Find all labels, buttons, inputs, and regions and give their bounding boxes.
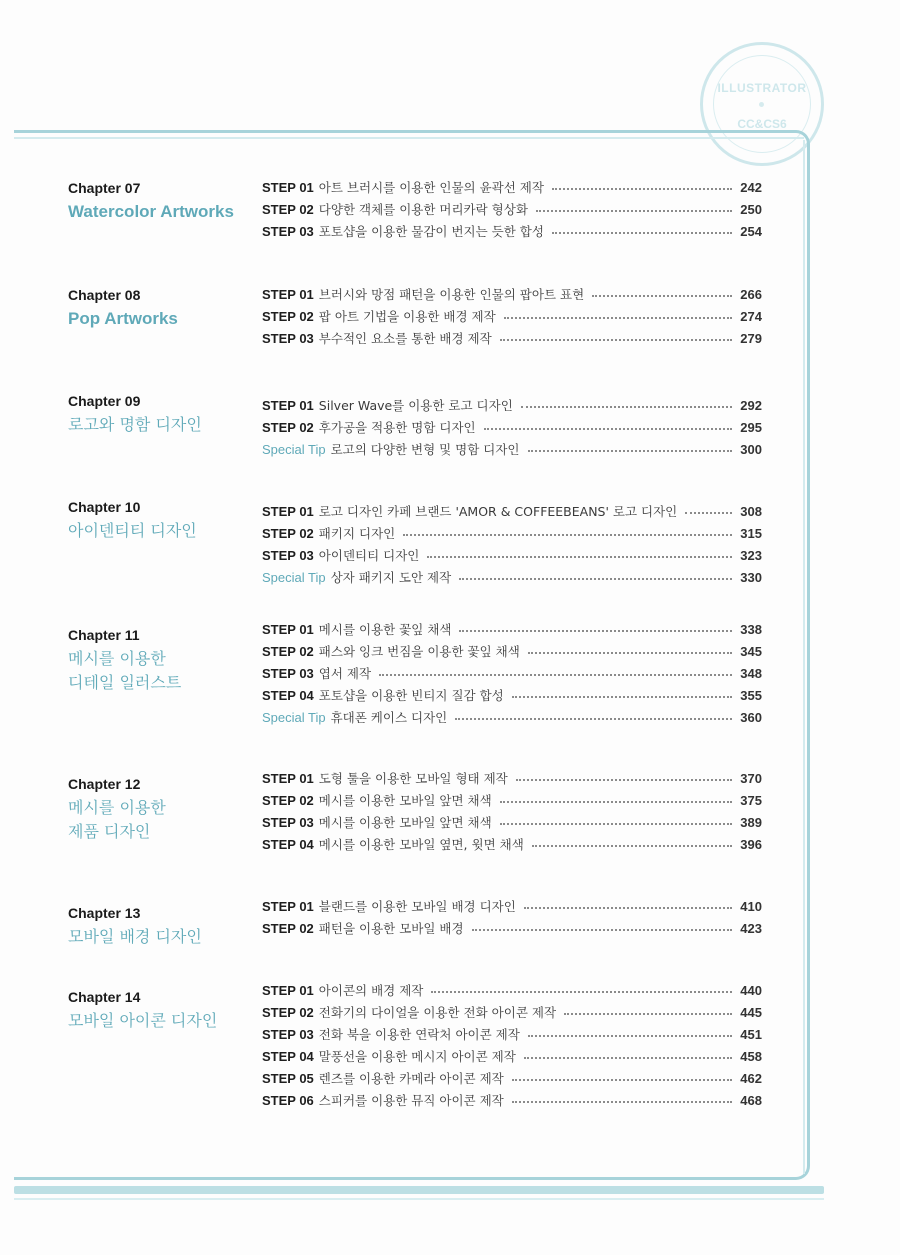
- chapter-label: Chapter 10: [68, 499, 141, 515]
- step-label: STEP 01: [262, 503, 314, 519]
- page-number: 389: [740, 814, 762, 830]
- toc-entry[interactable]: [262, 706, 762, 728]
- toc-entry[interactable]: [262, 198, 762, 220]
- leader-dots: [536, 210, 732, 212]
- toc-entry[interactable]: [262, 833, 762, 855]
- chapter-label: Chapter 12: [68, 776, 141, 792]
- page-number: 338: [740, 621, 762, 637]
- bottom-band: [14, 1186, 824, 1194]
- page-number: 396: [740, 836, 762, 852]
- step-label: STEP 02: [262, 920, 314, 936]
- entry-title: Silver Wave를 이용한 로고 디자인: [318, 398, 513, 413]
- toc-entry[interactable]: [262, 767, 762, 789]
- entry-title: 메시를 이용한 모바일 앞면 채색: [318, 815, 492, 830]
- entry-title: 패스와 잉크 번짐을 이용한 꽃잎 채색: [318, 644, 520, 659]
- page-number: 468: [740, 1092, 762, 1108]
- step-label: STEP 03: [262, 1026, 314, 1042]
- toc-entry[interactable]: [262, 500, 762, 522]
- page-number: 462: [740, 1070, 762, 1086]
- entry-title: 엽서 제작: [318, 666, 372, 681]
- chapter-title: 아이덴티티 디자인: [68, 521, 197, 540]
- leader-dots: [552, 188, 732, 190]
- step-label: STEP 01: [262, 286, 314, 302]
- step-label: STEP 04: [262, 687, 314, 703]
- entry-title: 전화기의 다이얼을 이용한 전화 아이콘 제작: [318, 1005, 557, 1020]
- step-label: STEP 02: [262, 792, 314, 808]
- bottom-band-thin: [14, 1198, 824, 1200]
- entry-title: 전화 북을 이용한 연락처 아이콘 제작: [318, 1027, 520, 1042]
- stamp-dot: [759, 102, 764, 107]
- entry-title: 렌즈를 이용한 카메라 아이콘 제작: [318, 1071, 504, 1086]
- chapter-title: 디테일 일러스트: [68, 673, 182, 692]
- step-label: STEP 05: [262, 1070, 314, 1086]
- page-number: 345: [740, 643, 762, 659]
- toc-entry[interactable]: [262, 1001, 762, 1023]
- toc-entry[interactable]: [262, 917, 762, 939]
- toc-entry[interactable]: [262, 1089, 762, 1111]
- page-number: 445: [740, 1004, 762, 1020]
- leader-dots: [484, 428, 733, 430]
- page-number: 410: [740, 898, 762, 914]
- page-number: 250: [740, 201, 762, 217]
- step-label: STEP 01: [262, 397, 314, 413]
- toc-entry[interactable]: [262, 895, 762, 917]
- entry-title: 팝 아트 기법을 이용한 배경 제작: [318, 309, 496, 324]
- toc-entry[interactable]: [262, 394, 762, 416]
- step-label: STEP 04: [262, 1048, 314, 1064]
- toc-entry[interactable]: [262, 566, 762, 588]
- leader-dots: [512, 696, 733, 698]
- page-number: 458: [740, 1048, 762, 1064]
- leader-dots: [427, 556, 732, 558]
- page-number: 266: [740, 286, 762, 302]
- leader-dots: [532, 845, 733, 847]
- chapter-label: Chapter 07: [68, 180, 141, 196]
- toc-entry[interactable]: [262, 662, 762, 684]
- leader-dots: [431, 991, 732, 993]
- stamp-text-top: ILLUSTRATOR: [717, 81, 807, 95]
- page-number: 254: [740, 223, 762, 239]
- entry-title: 로고의 다양한 변형 및 명함 디자인: [330, 442, 520, 457]
- entry-title: 포토샵을 이용한 물감이 번지는 듯한 합성: [318, 224, 544, 239]
- leader-dots: [504, 317, 733, 319]
- entry-title: 후가공을 적용한 명함 디자인: [318, 420, 476, 435]
- page-number: 330: [740, 569, 762, 585]
- special-tip-label: Special Tip: [262, 441, 326, 457]
- page-number: 308: [740, 503, 762, 519]
- leader-dots: [455, 718, 732, 720]
- toc-entry[interactable]: [262, 811, 762, 833]
- step-label: STEP 01: [262, 621, 314, 637]
- leader-dots: [403, 534, 732, 536]
- toc-entry[interactable]: [262, 544, 762, 566]
- entry-title: 스피커를 이용한 뮤직 아이콘 제작: [318, 1093, 504, 1108]
- page-number: 451: [740, 1026, 762, 1042]
- step-label: STEP 02: [262, 308, 314, 324]
- step-label: STEP 03: [262, 814, 314, 830]
- step-label: STEP 01: [262, 982, 314, 998]
- leader-dots: [524, 1057, 732, 1059]
- toc-entry[interactable]: [262, 176, 762, 198]
- entry-title: 아트 브러시를 이용한 인물의 윤곽선 제작: [318, 180, 544, 195]
- leader-dots: [592, 295, 732, 297]
- page-number: 323: [740, 547, 762, 563]
- entry-title: 부수적인 요소를 통한 배경 제작: [318, 331, 492, 346]
- page-number: 300: [740, 441, 762, 457]
- step-label: STEP 01: [262, 179, 314, 195]
- step-label: STEP 03: [262, 665, 314, 681]
- step-label: STEP 06: [262, 1092, 314, 1108]
- entry-title: 도형 툴을 이용한 모바일 형태 제작: [318, 771, 508, 786]
- leader-dots: [512, 1079, 733, 1081]
- step-label: STEP 02: [262, 525, 314, 541]
- special-tip-label: Special Tip: [262, 569, 326, 585]
- entry-title: 로고 디자인 카페 브랜드 'AMOR & COFFEEBEANS' 로고 디자인: [318, 504, 678, 519]
- toc-entry[interactable]: [262, 979, 762, 1001]
- entry-title: 브러시와 망점 패턴을 이용한 인물의 팝아트 표현: [318, 287, 585, 302]
- entry-title: 패키지 디자인: [318, 526, 396, 541]
- leader-dots: [500, 823, 733, 825]
- toc-entry[interactable]: [262, 327, 762, 349]
- leader-dots: [685, 512, 732, 514]
- leader-dots: [521, 406, 733, 408]
- toc-entry[interactable]: [262, 789, 762, 811]
- chapter-label: Chapter 11: [68, 627, 140, 643]
- chapter-label: Chapter 09: [68, 393, 141, 409]
- toc-entry[interactable]: [262, 283, 762, 305]
- toc-entry[interactable]: [262, 305, 762, 327]
- step-label: STEP 01: [262, 770, 314, 786]
- entry-title: 포토샵을 이용한 빈티지 질감 합성: [318, 688, 504, 703]
- page-number: 315: [740, 525, 762, 541]
- toc-entry[interactable]: [262, 220, 762, 242]
- leader-dots: [552, 232, 732, 234]
- entry-title: 아이콘의 배경 제작: [318, 983, 424, 998]
- page-number: 292: [740, 397, 762, 413]
- toc-entry[interactable]: [262, 438, 762, 460]
- chapter-label: Chapter 08: [68, 287, 141, 303]
- page-number: 370: [740, 770, 762, 786]
- toc-entry[interactable]: [262, 684, 762, 706]
- entry-title: 다양한 객체를 이용한 머리카락 형상화: [318, 202, 528, 217]
- page-number: 440: [740, 982, 762, 998]
- entry-title: 메시를 이용한 모바일 앞면 채색: [318, 793, 492, 808]
- step-label: STEP 02: [262, 643, 314, 659]
- page-number: 355: [740, 687, 762, 703]
- leader-dots: [500, 801, 733, 803]
- step-label: STEP 03: [262, 223, 314, 239]
- chapter-title: 모바일 배경 디자인: [68, 927, 202, 946]
- toc-entry[interactable]: [262, 416, 762, 438]
- frame-right-line: [803, 140, 805, 1174]
- chapter-label: Chapter 13: [68, 905, 141, 921]
- step-label: STEP 03: [262, 547, 314, 563]
- leader-dots: [459, 578, 732, 580]
- toc-entry[interactable]: [262, 640, 762, 662]
- leader-dots: [524, 907, 732, 909]
- special-tip-label: Special Tip: [262, 709, 326, 725]
- step-label: STEP 02: [262, 419, 314, 435]
- entry-title: 패턴을 이용한 모바일 배경: [318, 921, 464, 936]
- toc-entry[interactable]: [262, 1067, 762, 1089]
- entry-title: 상자 패키지 도안 제작: [330, 570, 452, 585]
- page-number: 348: [740, 665, 762, 681]
- chapter-title: 메시를 이용한: [68, 649, 166, 668]
- leader-dots: [528, 1035, 733, 1037]
- entry-title: 블랜드를 이용한 모바일 배경 디자인: [318, 899, 516, 914]
- toc-entry[interactable]: [262, 522, 762, 544]
- page-number: 375: [740, 792, 762, 808]
- leader-dots: [500, 339, 733, 341]
- entry-title: 휴대폰 케이스 디자인: [330, 710, 448, 725]
- step-label: STEP 04: [262, 836, 314, 852]
- entry-title: 아이덴티티 디자인: [318, 548, 420, 563]
- page-number: 295: [740, 419, 762, 435]
- toc-entry[interactable]: [262, 1023, 762, 1045]
- chapter-title: 제품 디자인: [68, 822, 151, 841]
- frame-top-line: [14, 137, 804, 139]
- leader-dots: [512, 1101, 733, 1103]
- page-number: 279: [740, 330, 762, 346]
- chapter-title: Pop Artworks: [68, 309, 178, 328]
- chapter-title: 로고와 명함 디자인: [68, 415, 202, 434]
- chapter-label: Chapter 14: [68, 989, 141, 1005]
- leader-dots: [459, 630, 732, 632]
- leader-dots: [528, 450, 733, 452]
- leader-dots: [564, 1013, 732, 1015]
- chapter-title: 모바일 아이콘 디자인: [68, 1011, 218, 1030]
- leader-dots: [516, 779, 733, 781]
- page-number: 423: [740, 920, 762, 936]
- step-label: STEP 03: [262, 330, 314, 346]
- chapter-title: Watercolor Artworks: [68, 202, 234, 221]
- chapter-title: 메시를 이용한: [68, 798, 166, 817]
- toc-entry[interactable]: [262, 1045, 762, 1067]
- page-number: 360: [740, 709, 762, 725]
- leader-dots: [379, 674, 732, 676]
- step-label: STEP 02: [262, 1004, 314, 1020]
- entry-title: 메시를 이용한 꽃잎 채색: [318, 622, 452, 637]
- toc-entry[interactable]: [262, 618, 762, 640]
- step-label: STEP 01: [262, 898, 314, 914]
- page-number: 274: [740, 308, 762, 324]
- stamp-text-bottom: CC&CS6: [737, 117, 787, 131]
- leader-dots: [528, 652, 733, 654]
- entry-title: 말풍선을 이용한 메시지 아이콘 제작: [318, 1049, 516, 1064]
- leader-dots: [472, 929, 733, 931]
- entry-title: 메시를 이용한 모바일 옆면, 윗면 채색: [318, 837, 524, 852]
- step-label: STEP 02: [262, 201, 314, 217]
- page-number: 242: [740, 179, 762, 195]
